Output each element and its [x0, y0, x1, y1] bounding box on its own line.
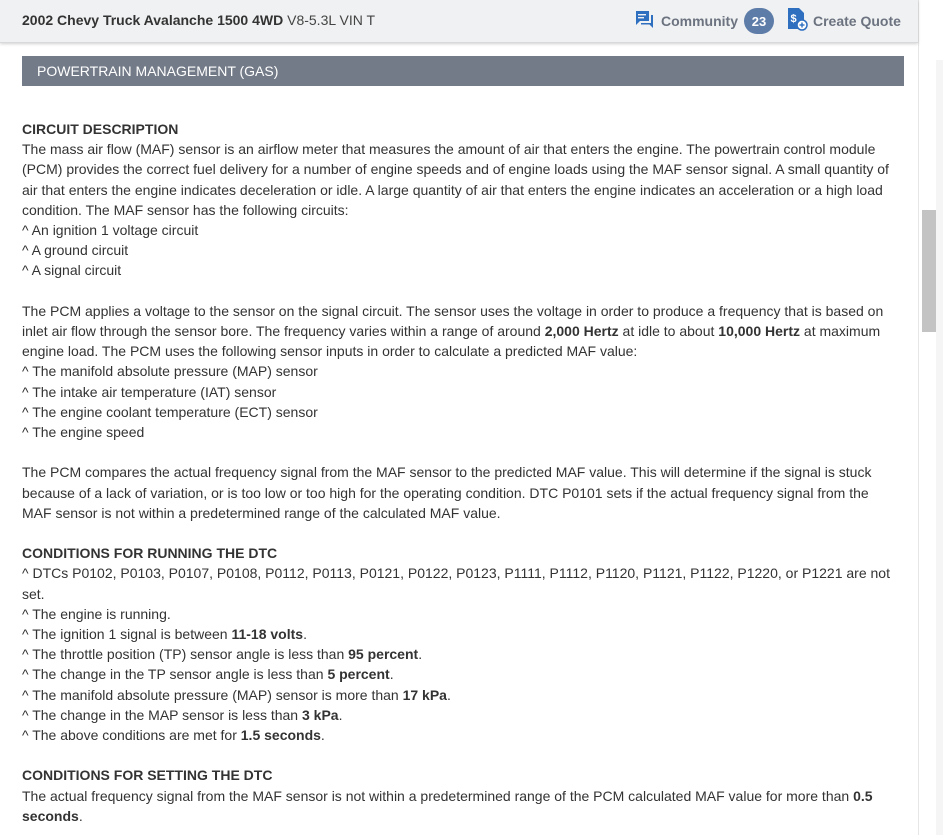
list-item: ^ The engine is running.	[22, 605, 171, 622]
top-bar	[0, 0, 918, 43]
list-item: ^ The above conditions are met for 1.5 seconds.	[22, 727, 325, 744]
vehicle-name: 2002 Chevy Truck Avalanche 1500 4WD	[22, 12, 284, 28]
list-item: ^ The throttle position (TP) sensor angle is less than 95 percent.	[22, 646, 423, 663]
list-item: ^ The engine speed	[22, 424, 145, 441]
create-quote-button[interactable]	[786, 8, 901, 34]
paragraph: The PCM applies a voltage to the sensor on the signal circuit. The sensor uses the voltage in order to produce a frequency that is based on inlet air flow through the sensor bore. The frequency varies within a range of around 2,000 Hertz at idle to about 10,000 Hertz at maximum engine load. The PCM uses the following sensor inputs in order to calculate a predicted MAF value:	[22, 302, 884, 360]
list-item: ^ The ignition 1 signal is between 11-18 volts.	[22, 626, 307, 643]
create-quote-label: Create Quote	[813, 13, 901, 29]
paragraph: The PCM compares the actual frequency signal from the MAF sensor to the predicted MAF value. This will determine if the signal is stuck because of a lack of variation, or is too low or too high for the operating condition. DTC P0101 sets if the actual frequency signal from the MAF sensor is not within a predetermined range of the calculated MAF value.	[22, 464, 872, 521]
community-label: Community	[661, 13, 738, 29]
document-body	[22, 119, 902, 826]
vehicle-title	[22, 12, 375, 28]
list-item: ^ The engine coolant temperature (ECT) sensor	[22, 403, 318, 420]
list-item: ^ The manifold absolute pressure (MAP) sensor	[22, 363, 318, 380]
list-item: ^ An ignition 1 voltage circuit	[22, 222, 199, 239]
scrollbar-thumb[interactable]	[922, 210, 936, 332]
list-item: ^ The manifold absolute pressure (MAP) sensor is more than 17 kPa.	[22, 686, 451, 703]
community-count-badge: 23	[744, 8, 774, 34]
quote-icon	[786, 7, 808, 36]
community-button[interactable]	[634, 8, 774, 34]
list-item: ^ The intake air temperature (IAT) sensor	[22, 383, 277, 400]
list-item: ^ The change in the TP sensor angle is less than 5 percent.	[22, 666, 394, 683]
list-item: ^ A ground circuit	[22, 242, 129, 259]
list-item: ^ The change in the MAP sensor is less than 3 kPa.	[22, 706, 343, 723]
vehicle-engine: V8-5.3L VIN T	[287, 12, 376, 28]
running-conditions-heading: CONDITIONS FOR RUNNING THE DTC	[22, 545, 278, 562]
main-content	[0, 42, 918, 835]
scrollbar-track[interactable]	[936, 60, 943, 835]
paragraph: The mass air flow (MAF) sensor is an airflow meter that measures the amount of air that enters the engine. The powertrain control module (PCM) provides the correct fuel delivery for a number of engine speeds and of engine loads using the MAF sensor signal. A small quantity of air that enters the engine indicates deceleration or idle. A large quantity of air that enters the engine indicates an acceleration or a high load condition. The MAF sensor has the following circuits:	[22, 141, 889, 218]
paragraph: The actual frequency signal from the MAF sensor is not within a predetermined range of the PCM calculated MAF value for more than 0.5 seconds.	[22, 787, 873, 824]
vertical-scrollbar[interactable]	[918, 0, 944, 835]
setting-conditions-heading: CONDITIONS FOR SETTING THE DTC	[22, 767, 273, 784]
circuit-description-heading: CIRCUIT DESCRIPTION	[22, 121, 179, 137]
list-item: ^ A signal circuit	[22, 262, 122, 279]
section-header: POWERTRAIN MANAGEMENT (GAS)	[22, 56, 904, 86]
list-item: ^ DTCs P0102, P0103, P0107, P0108, P0112, P0113, P0121, P0122, P0123, P1111, P1112, P1120, P1121, P1122, P1220, or P1221 are not set.	[22, 565, 890, 602]
svg-text:$: $	[790, 12, 797, 25]
chat-icon	[634, 9, 654, 34]
